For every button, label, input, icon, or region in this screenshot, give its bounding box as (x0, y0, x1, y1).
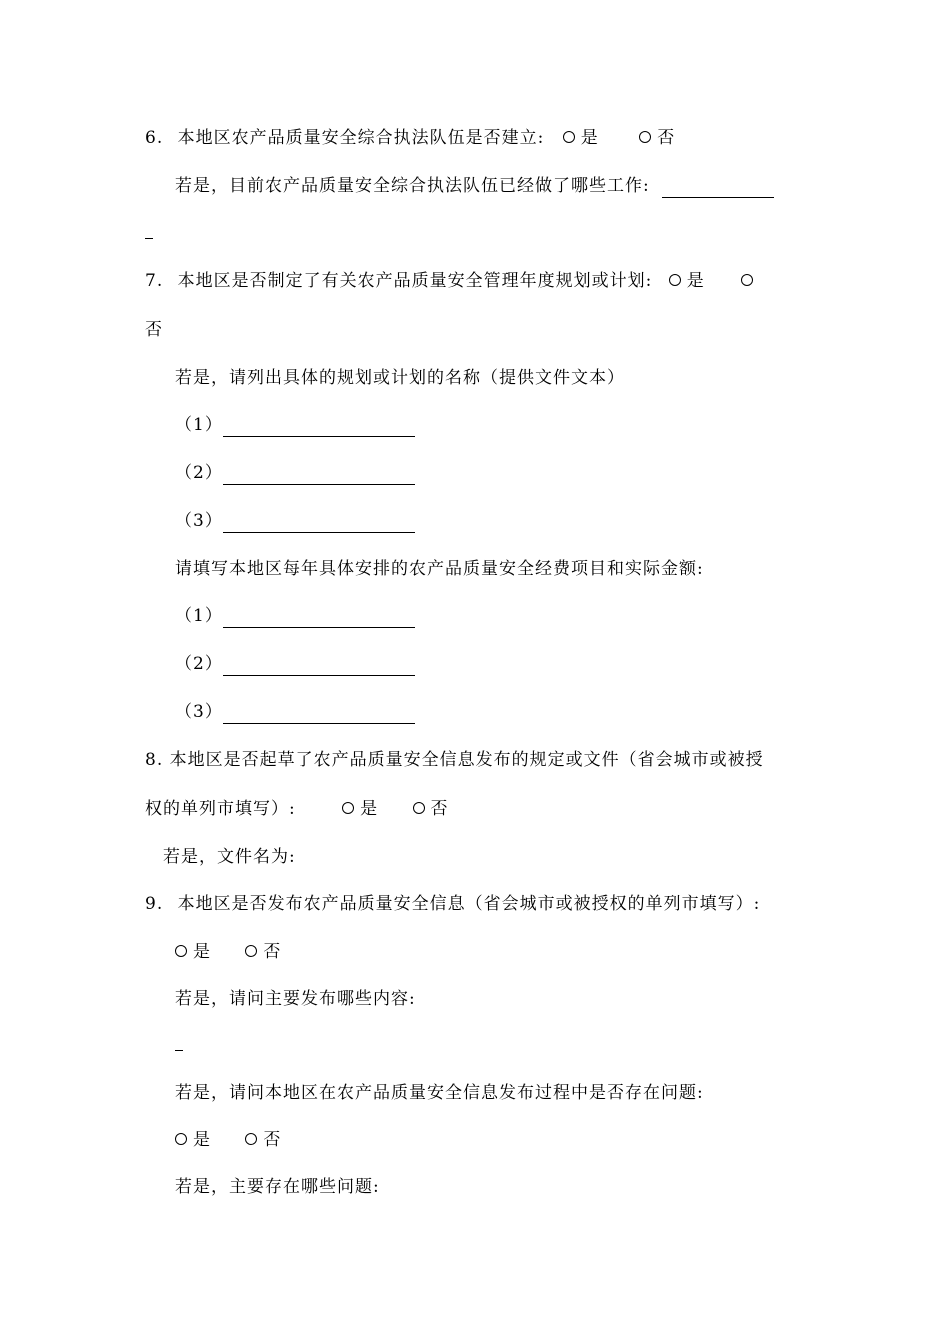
item-number: （2） (175, 463, 223, 483)
q7-no-label-line (145, 318, 163, 342)
item-number: （1） (175, 415, 223, 435)
q7-line (145, 269, 759, 293)
radio-icon[interactable] (245, 1133, 257, 1145)
q7-item-1 (175, 413, 415, 437)
q7-follow-line (175, 366, 625, 390)
q8-line-1 (145, 748, 764, 772)
q7-text: 本地区是否制定了有关农产品质量安全管理年度规划或计划: (177, 271, 653, 291)
item-number: （3） (175, 702, 223, 722)
radio-icon[interactable] (175, 945, 187, 957)
q9-problem-no-label: 否 (263, 1130, 282, 1150)
q9-number: 9. (145, 894, 164, 914)
q8-text-2: 权的单列市填写）: (145, 799, 296, 819)
q8-follow-line (163, 845, 296, 869)
item-number: （3） (175, 511, 223, 531)
radio-icon[interactable] (741, 274, 753, 286)
q6-yes-label: 是 (580, 128, 599, 148)
q7-funding: 请填写本地区每年具体安排的农产品质量安全经费项目和实际金额: (175, 559, 704, 579)
q6-no-option[interactable] (639, 126, 675, 150)
q9-yes-label: 是 (193, 942, 211, 962)
q9-problem-no-option[interactable] (245, 1128, 281, 1152)
q9-follow2-line (175, 1081, 704, 1105)
q7-item-2 (175, 461, 415, 485)
q8-text-1: 8. 本地区是否起草了农产品质量安全信息发布的规定或文件（省会城市或被授 (145, 750, 764, 770)
q7-follow: 若是，请列出具体的规划或计划的名称（提供文件文本） (175, 368, 625, 388)
q7-item-3 (175, 509, 415, 533)
q9-follow2: 若是，请问本地区在农产品质量安全信息发布过程中是否存在问题: (175, 1083, 704, 1103)
q8-follow: 若是，文件名为: (163, 847, 296, 867)
item-number: （1） (175, 606, 223, 626)
q6-number: 6. (145, 128, 164, 148)
q7-funding-item-3 (175, 700, 415, 724)
q8-yes-option[interactable] (342, 797, 378, 821)
q9-follow1-line (175, 987, 416, 1011)
q9-options-line (175, 940, 281, 964)
q9-problem-yes-option[interactable] (175, 1128, 211, 1152)
q7-number: 7. (145, 271, 164, 291)
radio-icon[interactable] (413, 802, 425, 814)
q7-item-1-field[interactable] (223, 418, 415, 437)
q7-funding-item-1 (175, 604, 415, 628)
q9-text: 本地区是否发布农产品质量安全信息（省会城市或被授权的单列市填写）: (177, 894, 761, 914)
q9-continuation (175, 1034, 183, 1058)
radio-icon[interactable] (563, 131, 575, 143)
q9-no-label: 否 (263, 942, 282, 962)
q9-yes-option[interactable] (175, 940, 211, 964)
q7-funding-3-field[interactable] (223, 705, 415, 724)
radio-icon[interactable] (245, 945, 257, 957)
q6-continuation (145, 222, 153, 246)
radio-icon[interactable] (175, 1133, 187, 1145)
q6-yes-option[interactable] (563, 126, 599, 150)
q7-no-radio-wrap[interactable] (741, 269, 759, 293)
q6-answer-field[interactable] (662, 179, 774, 198)
q7-item-2-field[interactable] (223, 466, 415, 485)
q6-text: 本地区农产品质量安全综合执法队伍是否建立: (177, 128, 545, 148)
q7-item-3-field[interactable] (223, 514, 415, 533)
q9-follow3-line (175, 1175, 380, 1199)
q8-line-2 (145, 797, 449, 821)
radio-icon[interactable] (342, 802, 354, 814)
q9-problem-yes-label: 是 (193, 1130, 211, 1150)
q9-no-option[interactable] (245, 940, 281, 964)
q6-follow: 若是，目前农产品质量安全综合执法队伍已经做了哪些工作: (175, 176, 650, 196)
q9-follow3: 若是，主要存在哪些问题: (175, 1177, 380, 1197)
q6-follow-line (175, 174, 774, 198)
q6-line (145, 126, 675, 150)
q7-funding-line (175, 557, 704, 581)
q7-no-label: 否 (145, 320, 163, 340)
q9-follow1: 若是，请问主要发布哪些内容: (175, 989, 416, 1009)
blank-dash (145, 222, 153, 239)
q6-no-label: 否 (657, 128, 676, 148)
radio-icon[interactable] (669, 274, 681, 286)
q7-funding-1-field[interactable] (223, 609, 415, 628)
q7-funding-item-2 (175, 652, 415, 676)
q8-yes-label: 是 (360, 799, 379, 819)
q8-no-label: 否 (430, 799, 449, 819)
q7-yes-label: 是 (686, 271, 705, 291)
blank-dash (175, 1034, 183, 1051)
radio-icon[interactable] (639, 131, 651, 143)
q7-yes-option[interactable] (669, 269, 705, 293)
q8-no-option[interactable] (413, 797, 449, 821)
item-number: （2） (175, 654, 223, 674)
q9-line (145, 892, 760, 916)
q7-funding-2-field[interactable] (223, 657, 415, 676)
q9-options2-line (175, 1128, 281, 1152)
